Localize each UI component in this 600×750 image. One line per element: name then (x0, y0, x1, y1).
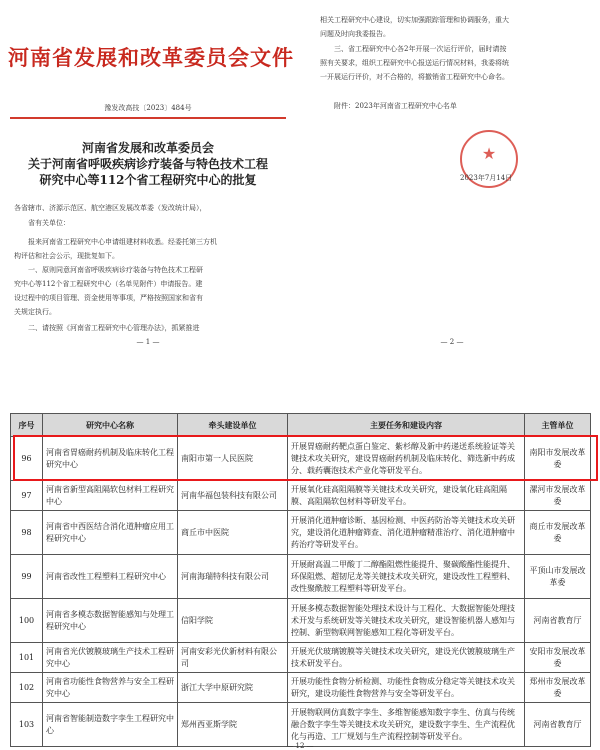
doc-title-line-2: 关于河南省呼吸疾病诊疗装备与特色技术工程 (27, 157, 268, 171)
row-supervising-unit: 郑州市发展改革委 (525, 673, 591, 703)
row-lead-unit: 河南海瑞特科技有限公司 (178, 555, 288, 599)
table-row (11, 437, 591, 481)
doc-title-line-3: 研究中心等112个省工程研究中心的批复 (39, 173, 257, 187)
row-supervising-unit: 平顶山市发展改革委 (525, 555, 591, 599)
body-line: 构评估和社会公示，现批复如下。 (14, 252, 119, 260)
row-no: 98 (11, 511, 43, 555)
body-line: 照有关要求，组织工程研究中心报送运行情况材料，我委将统 (320, 59, 509, 67)
header-lead-unit: 牵头建设单位 (178, 414, 288, 437)
row-lead-unit: 商丘市中医院 (178, 511, 288, 555)
row-supervising-unit: 河南省教育厅 (525, 599, 591, 643)
page-number: — 12 — (286, 742, 314, 750)
row-center-name: 河南省多模态数据智能感知与处理工程研究中心 (43, 599, 178, 643)
attachment-line: 附件：2023年河南省工程研究中心名单 (334, 102, 457, 110)
row-center-name: 河南省改性工程塑料工程研究中心 (43, 555, 178, 599)
issue-date: 2023年7月14日 (460, 174, 513, 182)
row-no: 103 (11, 703, 43, 747)
row-lead-unit: 河南安彩光伏新材料有限公司 (178, 643, 288, 673)
row-main-tasks: 开展氧化硅高阻隔膜等关键技术攻关研究，建设氧化硅高阻隔膜、高阻隔软包材料等研发平台。 (288, 481, 525, 511)
red-divider-line (10, 117, 286, 119)
row-supervising-unit: 南阳市发展改革委 (525, 437, 591, 481)
row-center-name: 河南省新型高阻隔软包材料工程研究中心 (43, 481, 178, 511)
table-row (11, 599, 591, 643)
row-center-name: 河南省智能制造数字孪生工程研究中心 (43, 703, 178, 747)
center-list-table-container (10, 413, 590, 747)
doc-title-line-1: 河南省发展和改革委员会 (81, 141, 214, 155)
row-supervising-unit: 河南省教育厅 (525, 703, 591, 747)
body-line: 究中心等112个省工程研究中心（名单见附件）申请报告。建 (14, 280, 203, 288)
row-main-tasks: 开展消化道肿瘤诊断、基因检测、中医药防治等关键技术攻关研究，建设消化道肿瘤筛查、消化道肿瘤精准治疗、消化道肿瘤中药治疗等研发平台。 (288, 511, 525, 555)
seal-star-icon: ★ (481, 144, 497, 163)
row-no: 101 (11, 643, 43, 673)
header-main-tasks: 主要任务和建设内容 (288, 414, 525, 437)
body-line: 相关工程研究中心建设，切实加强跟踪管理和协调服务，重大 (320, 16, 509, 24)
table-row (11, 481, 591, 511)
document-page-1 (8, 0, 294, 365)
row-main-tasks: 开展胃癌耐药靶点蛋白鉴定、紫杉醇及新中药递送系统验证等关键技术攻关研究，建设胃癌耐药机制及临床转化、筛选新中药成分、载药囊泡技术产业化等研发平台。 (288, 437, 525, 481)
body-line: 一开展运行评价，对不合格的，将撤销省工程研究中心命名。 (320, 73, 509, 81)
body-line: 问题及时向我委报告。 (320, 30, 390, 38)
row-lead-unit: 南阳市第一人民医院 (178, 437, 288, 481)
header-center-name: 研究中心名称 (43, 414, 178, 437)
table-row (11, 643, 591, 673)
page-number: — 2 — (440, 338, 464, 346)
row-lead-unit: 郑州西亚斯学院 (178, 703, 288, 747)
row-center-name: 河南省中西医结合消化道肿瘤应用工程研究中心 (43, 511, 178, 555)
row-main-tasks: 开展光伏玻璃镀膜等关键技术攻关研究，建设光伏镀膜玻璃生产技术研发平台。 (288, 643, 525, 673)
row-lead-unit: 浙江大学中原研究院 (178, 673, 288, 703)
table-row (11, 703, 591, 747)
row-no: 102 (11, 673, 43, 703)
document-page-2 (312, 0, 592, 365)
table-row (11, 555, 591, 599)
row-center-name: 河南省光伏镀膜玻璃生产技术工程研究中心 (43, 643, 178, 673)
body-line: 报来河南省工程研究中心申请组建材料收悉。经委托第三方机 (28, 238, 217, 246)
page-number: — 1 — (136, 338, 160, 346)
body-line: 二、请按照《河南省工程研究中心管理办法》，抓紧推进 (28, 324, 200, 332)
row-no: 100 (11, 599, 43, 643)
body-line: 设过程中的项目管理、资金使用等事项，严格按照国家和省有 (14, 294, 203, 302)
row-supervising-unit: 商丘市发展改革委 (525, 511, 591, 555)
row-supervising-unit: 安阳市发展改革委 (525, 643, 591, 673)
red-header-title: 河南省发展和改革委员会文件 (8, 45, 294, 70)
recipients-line-2: 省有关单位： (28, 219, 70, 227)
row-no: 99 (11, 555, 43, 599)
row-no: 96 (11, 437, 43, 481)
row-lead-unit: 河南华福包装科技有限公司 (178, 481, 288, 511)
row-center-name: 河南省功能性食物营养与安全工程研究中心 (43, 673, 178, 703)
document-number: 豫发改高技〔2023〕484号 (104, 104, 192, 112)
body-line: 一、原则同意河南省呼吸疾病诊疗装备与特色技术工程研 (28, 266, 203, 274)
header-no: 序号 (11, 414, 43, 437)
row-main-tasks: 开展功能性食物分析检测、功能性食物成分稳定等关键技术攻关研究，建设功能性食物营养与安全等研发平台。 (288, 673, 525, 703)
table-header-row (11, 414, 591, 437)
row-main-tasks: 开展物联网仿真数字孪生、多维智能感知数字孪生、仿真与传统融合数字孪生等关键技术攻关研究，建设数字孪生、生产流程优化与再造、工厂规划与生产流程控制等研发平台。 (288, 703, 525, 747)
table-row (11, 511, 591, 555)
row-supervising-unit: 漯河市发展改革委 (525, 481, 591, 511)
body-line: 关规定执行。 (14, 308, 56, 316)
row-main-tasks: 开展耐高温二甲酸丁二醇酯阻燃性能提升、聚碳酸酯性能提升、环保阻燃、超韧尼龙等关键技术攻关研究，建设改性工程塑料、改性聚酰胺工程塑料等研发平台。 (288, 555, 525, 599)
row-center-name: 河南省胃癌耐药机制及临床转化工程研究中心 (43, 437, 178, 481)
row-no: 97 (11, 481, 43, 511)
recipients-line-1: 各省辖市、济源示范区、航空港区发展改革委（发改统计局）， (14, 204, 207, 212)
center-list-table (10, 413, 591, 747)
table-row (11, 673, 591, 703)
row-main-tasks: 开展多模态数据智能处理技术设计与工程化、大数据智能处理技术开发与系统研发等关键技术攻关研究，建设智能机器人感知与控制、新型物联网智能感知工程化等研发平台。 (288, 599, 525, 643)
body-line: 三、省工程研究中心各2年开展一次运行评价，届时请按 (334, 45, 507, 53)
header-supervising-unit: 主管单位 (525, 414, 591, 437)
row-lead-unit: 信阳学院 (178, 599, 288, 643)
